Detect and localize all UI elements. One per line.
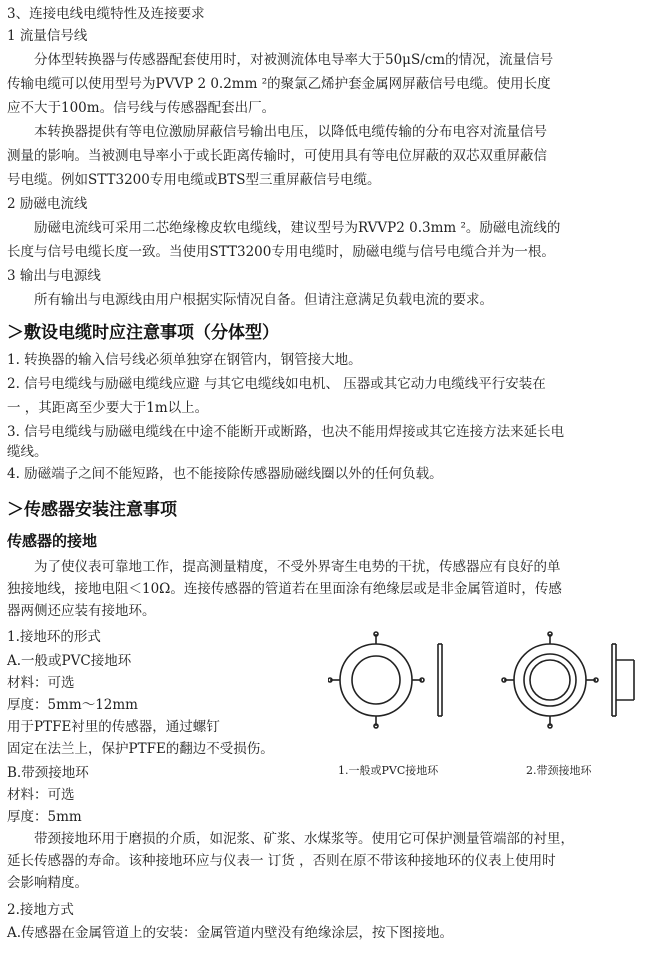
list-item: 1. 转换器的输入信号线必须单独穿在钢管内，钢管接大地。 xyxy=(7,352,362,368)
section-heading: ＞敷设电缆时应注意事项（分体型） xyxy=(7,323,279,343)
list-item: 材料：可选 xyxy=(7,787,75,803)
list-item: 4. 励磁端子之间不能短路，也不能接除传感器励磁线圈以外的任何负载。 xyxy=(7,466,443,482)
list-item: 材料：可选 xyxy=(7,675,75,691)
list-item: 厚度：5mm～12mm xyxy=(7,697,138,713)
list-item: A.一般或PVC接地环 xyxy=(7,653,132,669)
subsection-title: 1 流量信号线 xyxy=(7,28,88,44)
list-item: 用于PTFE衬里的传感器，通过螺钉 xyxy=(7,719,220,735)
list-item: 厚度：5mm xyxy=(7,809,82,825)
paragraph-line: 所有输出与电源线由用户根据实际情况自备。但请注意满足负载电流的要求。 xyxy=(34,292,493,308)
paragraph-line: 长度与信号电缆长度一致。当使用STT3200专用电缆时，励磁电缆与信号电缆合并为一根。 xyxy=(7,244,555,260)
paragraph-line: 应不大于100m。信号线与传感器配套出厂。 xyxy=(7,100,276,116)
list-item: 缆线。 xyxy=(7,444,48,460)
paragraph-line: 传输电缆可以使用型号为PVVP 2 0.2mm ²的聚氯乙烯护套金属网屏蔽信号电缆。使用长度 xyxy=(7,76,551,92)
grounding-ring-figures xyxy=(328,630,644,780)
subsection-heading: 传感器的接地 xyxy=(7,532,98,550)
paragraph-line: 延长传感器的寿命。该种接地环应与仪表一 订货 ，否则在原不带该种接地环的仪表上使用时 xyxy=(7,853,556,869)
list-item: 一 ，其距离至少要大于1m以上。 xyxy=(7,400,209,416)
paragraph-line: 器两侧还应装有接地环。 xyxy=(7,603,156,619)
section-heading: ＞传感器安装注意事项 xyxy=(7,500,177,520)
paragraph-line: 测量的影响。当被测电导率小于或长距离传输时，可使用具有等电位屏蔽的双芯双重屏蔽信 xyxy=(7,148,547,164)
list-item: 固定在法兰上，保护PTFE的翻边不受损伤。 xyxy=(7,741,274,757)
section-title: 3、连接电线电缆特性及连接要求 xyxy=(7,6,205,22)
paragraph-line: 带颈接地环用于磨损的介质，如泥浆、矿浆、水煤浆等。使用它可保护测量管端部的衬里， xyxy=(34,831,574,847)
list-item: 3. 信号电缆线与励磁电缆线在中途不能断开或断路，也决不能用焊接或其它连接方法来延长电 xyxy=(7,424,565,440)
subsection-title: 2 励磁电流线 xyxy=(7,196,88,212)
figure-caption: 2.带颈接地环 xyxy=(526,764,592,777)
paragraph-line: 会影响精度。 xyxy=(7,875,88,891)
paragraph-line: 本转换器提供有等电位激励屏蔽信号输出电压，以降低电缆传输的分布电容对流量信号 xyxy=(34,124,547,140)
list-item: B.带颈接地环 xyxy=(7,765,89,781)
paragraph-line: 励磁电流线可采用二芯绝缘橡皮软电缆线，建议型号为RVVP2 0.3mm ²。励磁电流线的 xyxy=(34,220,561,236)
figure-caption: 1.一般或PVC接地环 xyxy=(338,764,439,777)
paragraph-line: 独接地线，接地电阻＜10Ω。连接传感器的管道若在里面涂有绝缘层或是非金属管道时，传感 xyxy=(7,581,562,597)
paragraph-line: A.传感器在金属管道上的安装：金属管道内壁没有绝缘涂层，按下图接地。 xyxy=(7,925,454,941)
subsection-title: 1.接地环的形式 xyxy=(7,629,101,645)
subsection-title: 3 输出与电源线 xyxy=(7,268,101,284)
grounding-ring-diagram xyxy=(328,630,644,760)
paragraph-line: 为了使仪表可靠地工作，提高测量精度，不受外界寄生电势的干扰，传感器应有良好的单 xyxy=(34,559,561,575)
paragraph-line: 号电缆。例如STT3200专用电缆或BTS型三重屏蔽信号电缆。 xyxy=(7,172,381,188)
paragraph-line: 分体型转换器与传感器配套使用时，对被测流体电导率大于50μS/cm的情况，流量信号 xyxy=(34,52,554,68)
list-item: 2. 信号电缆线与励磁电缆线应避 与其它电缆线如电机、 压器或其它动力电缆线平行安装在 xyxy=(7,376,546,392)
subsection-title: 2.接地方式 xyxy=(7,902,74,918)
